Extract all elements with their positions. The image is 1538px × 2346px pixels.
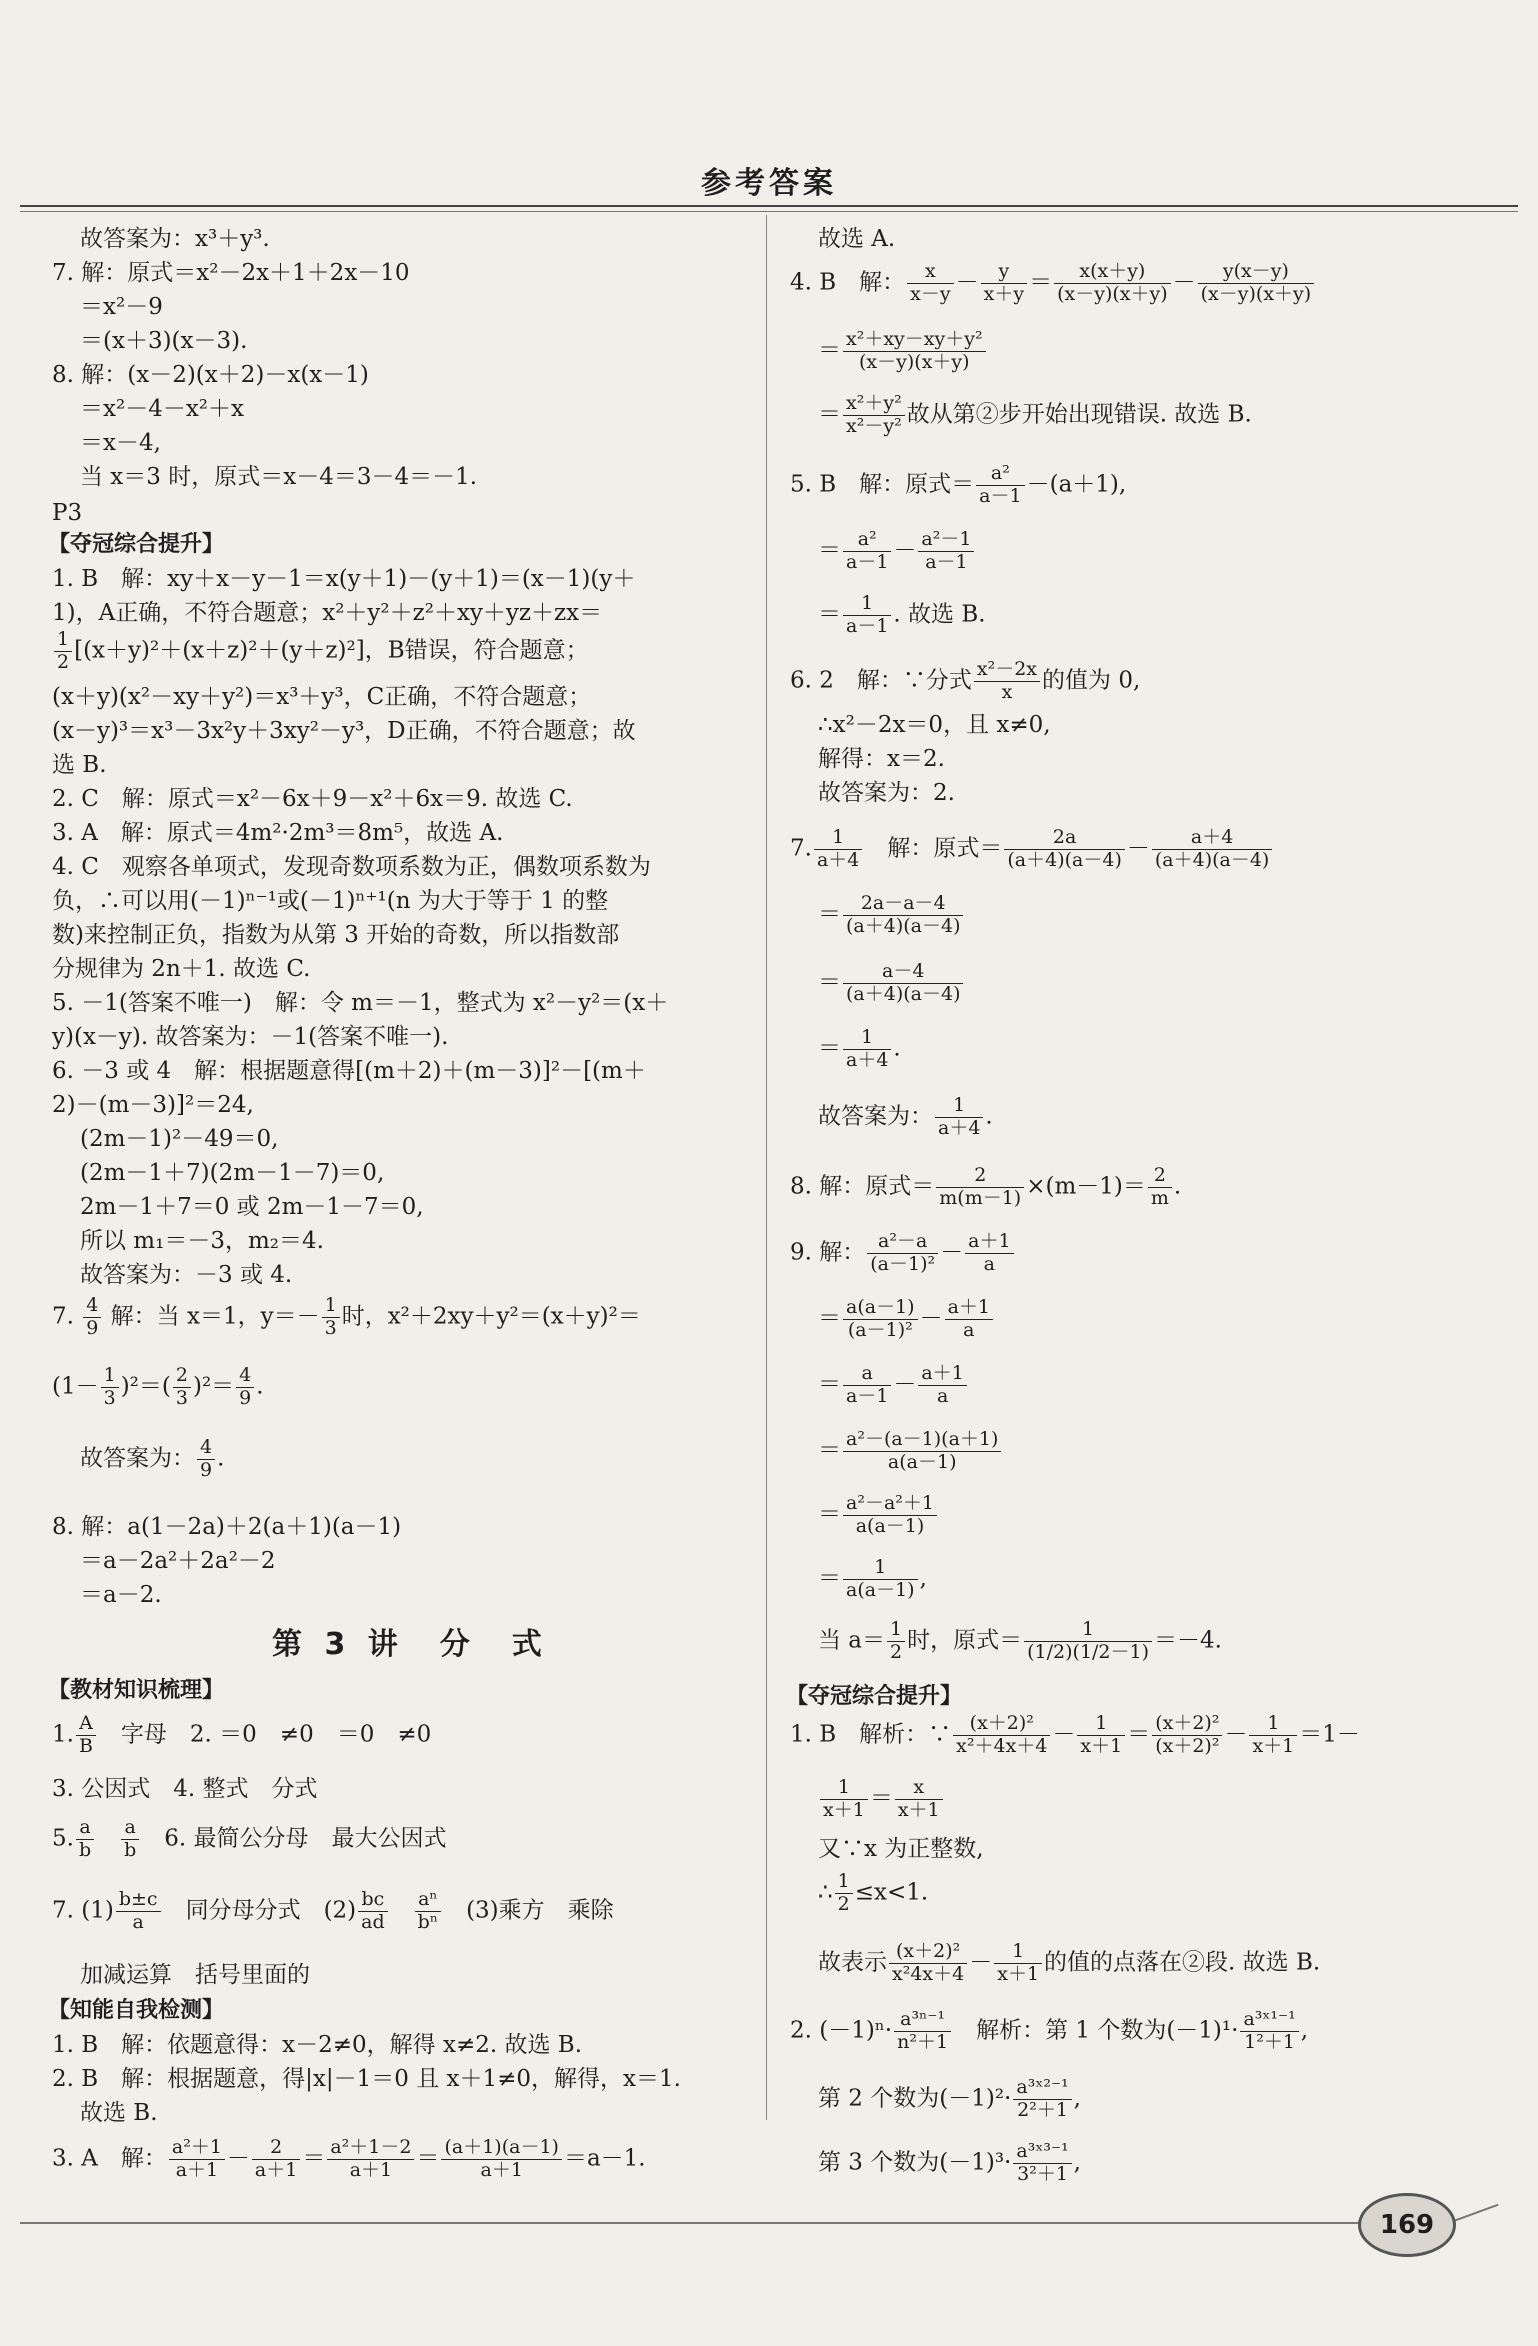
text-line: (x－y)³＝x³－3x²y＋3xy²－y³，D正确，不符合题意；故 (52, 718, 636, 744)
fraction: $\frac{\text{(x＋2)²}}{\text{(x＋2)²}}$ (1152, 1714, 1222, 1757)
text-line: 5. B 解：原式＝ $\frac{\text{a²}}{a-1}$ －(a＋1), (790, 462, 1127, 507)
text-line: 故答案为：x³＋y³. (80, 226, 270, 252)
fraction: $\frac{\text{a³ˣ³⁻¹}}{\text{3²＋1}}$ (1013, 2142, 1071, 2185)
text-line: 故答案为： $\frac{1}{a+4}$ . (818, 1094, 993, 1139)
fraction: $\frac{a+4}{(a+4)(a-4)}$ (1152, 828, 1272, 871)
fraction: $\frac{2a-a-4}{(a+4)(a-4)}$ (843, 894, 963, 937)
text-line: 9. 解： $\frac{\text{a²－a}}{\text{(a－1)²}}$ － $\frac{a+1}{a}$ (790, 1232, 1016, 1275)
fraction: $\frac{\text{(x＋2)²}}{\text{x²＋4x＋4}}$ (953, 1714, 1050, 1757)
fraction: $\frac{\text{a³ˣ¹⁻¹}}{\text{1²＋1}}$ (1240, 2010, 1298, 2053)
text-line: 4. B 解： $\frac{x}{x-y}$ － $\frac{y}{x+y}$ ＝ $\frac{x(x+y)}{(x-y)(x+y)}$ － $\frac{y(x-y)}{(x-y)(x+y)}$ (790, 262, 1316, 305)
text-line: 2m－1＋7＝0 或 2m－1－7＝0, (80, 1194, 424, 1220)
fraction: $\frac{1}{x+1}$ (1077, 1714, 1125, 1757)
text-line: 1. B 解析：∵ $\frac{\text{(x＋2)²}}{\text{x²＋4x＋4}}$ － $\frac{1}{x+1}$ ＝ $\frac{\text{(x＋2)²}}{\text{(x＋2)²}}$ － $\frac{1}{x+1}$ ＝1－ (790, 1712, 1360, 1757)
fraction: $\frac{1}{3}$ (322, 1296, 340, 1339)
text-line: 又∵x 为正整数, (818, 1836, 984, 1862)
fraction: $\frac{b\pm c}{a}$ (116, 1890, 161, 1933)
text-line: 数)来控制正负，指数为从第 3 开始的奇数，所以指数部 (52, 922, 620, 948)
fraction: $\frac{a}{b}$ (76, 1818, 94, 1861)
text-line: 当 a＝ $\frac{1}{2}$ 时，原式＝ $\frac{1}{(1/2)(1/2-1)}$ ＝－4. (818, 1618, 1222, 1663)
text-line: ＝ $\frac{\text{a²－(a－1)(a＋1)}}{a(a-1)}$ (818, 1430, 1003, 1473)
column-divider (766, 215, 767, 2120)
fraction: $\frac{\text{(x＋2)²}}{\text{x²4x＋4}}$ (889, 1942, 967, 1985)
text-line: 解得：x＝2. (818, 746, 945, 772)
text-line: 第 2 个数为(－1)²· $\frac{\text{a³ˣ²⁻¹}}{\text{2²＋1}}$ , (818, 2076, 1081, 2121)
fraction: $\frac{\text{a²－a²＋1}}{a(a-1)}$ (843, 1494, 937, 1537)
fraction: $\frac{a+1}{a}$ (945, 1298, 993, 1341)
fraction: $\frac{4}{9}$ (83, 1296, 101, 1339)
text-line: ＝ $\frac{2a-a-4}{(a+4)(a-4)}$ (818, 894, 965, 937)
text-line: 8. 解：(x－2)(x＋2)－x(x－1) (52, 362, 369, 388)
text-line: 2. C 解：原式＝x²－6x＋9－x²＋6x＝9. 故选 C. (52, 786, 573, 812)
text-line: 故答案为： $\frac{4}{9}$ . (80, 1436, 225, 1481)
fraction: $\frac{\text{a²－(a－1)(a＋1)}}{a(a-1)}$ (843, 1430, 1001, 1473)
fraction: $\frac{1}{2}$ (835, 1872, 853, 1915)
text-line: ＝x²－9 (80, 294, 163, 320)
fraction: $\frac{\text{a²＋1－2}}{a+1}$ (327, 2138, 414, 2181)
fraction: $\frac{(a+1)(a-1)}{a+1}$ (441, 2138, 561, 2181)
fraction: $\frac{a+1}{a}$ (965, 1232, 1013, 1275)
header-rule (20, 205, 1518, 207)
text-line: ＝ $\frac{a(a-1)}{\text{(a－1)²}}$ － $\frac{a+1}{a}$ (818, 1298, 995, 1341)
fraction: $\frac{A}{B}$ (76, 1714, 96, 1757)
fraction: $\frac{x(x+y)}{(x-y)(x+y)}$ (1054, 262, 1171, 305)
fraction: $\frac{\text{x²－2x}}{x}$ (974, 660, 1040, 703)
text-line: ＝a－2a²＋2a²－2 (80, 1548, 276, 1574)
text-line: 故表示 $\frac{\text{(x＋2)²}}{\text{x²4x＋4}}$ － $\frac{1}{x+1}$ 的值的点落在②段. 故选 B. (818, 1940, 1321, 1985)
text-line: 3. A 解：原式＝4m²·2m³＝8m⁵，故选 A. (52, 820, 504, 846)
text-line: ＝ $\frac{1}{a(a-1)}$ , (818, 1556, 927, 1601)
fraction: $\frac{\text{a²－1}}{a-1}$ (918, 530, 974, 573)
text-line: 分规律为 2n＋1. 故选 C. (52, 956, 311, 982)
text-line: 2. B 解：根据题意，得|x|－1＝0 且 x＋1≠0，解得，x＝1. (52, 2066, 681, 2092)
page-ref: P3 (52, 500, 83, 526)
text-line: 1. B 解：依题意得：x－2≠0，解得 x≠2. 故选 B. (52, 2032, 582, 2058)
text-line: (x＋y)(x²－xy＋y²)＝x³＋y³，C正确，不符合题意； (52, 684, 592, 710)
text-line: 1)，A正确，不符合题意；x²＋y²＋z²＋xy＋yz＋zx＝ (52, 600, 603, 626)
fraction: $\frac{4}{9}$ (197, 1438, 215, 1481)
section-label: 【夺冠综合提升】 (786, 1684, 963, 1709)
page-title: 参考答案 (701, 166, 837, 201)
fraction: $\frac{\text{a²}}{a-1}$ (843, 530, 891, 573)
fraction: $\frac{a(a-1)}{\text{(a－1)²}}$ (843, 1298, 918, 1341)
text-line: 3. A 解： $\frac{\text{a²＋1}}{a+1}$ － $\frac{2}{a+1}$ ＝ $\frac{\text{a²＋1－2}}{a+1}$ ＝ $\frac{(a+1)(a-1)}{a+1}$ ＝a－1. (52, 2136, 646, 2181)
text-line: ＝a－2. (80, 1582, 162, 1608)
text-line: ＝(x＋3)(x－3). (80, 328, 248, 354)
fraction: $\frac{1}{3}$ (101, 1366, 119, 1409)
fraction: $\frac{x}{x-y}$ (907, 262, 953, 305)
chapter-heading: 第 3 讲 分 式 (272, 1627, 548, 1662)
text-line: (2m－1＋7)(2m－1－7)＝0, (80, 1160, 385, 1186)
fraction: $\frac{\text{a²－a}}{\text{(a－1)²}}$ (867, 1232, 938, 1275)
text-line: ＝ $\frac{\text{x²＋xy－xy＋y²}}{(x-y)(x+y)}$ (818, 330, 988, 373)
text-line: (2m－1)²－49＝0, (80, 1126, 279, 1152)
text-line: 7. $\frac{1}{a+4}$ 解：原式＝ $\frac{2a}{(a+4)(a-4)}$ － $\frac{a+4}{(a+4)(a-4)}$ (790, 828, 1274, 871)
text-line: 故选 B. (80, 2100, 158, 2126)
fraction: $\frac{x}{x+1}$ (895, 1778, 943, 1821)
header-rule-thin (20, 211, 1518, 212)
text-line: 8. 解：a(1－2a)＋2(a＋1)(a－1) (52, 1514, 402, 1540)
fraction: $\frac{2}{a+1}$ (252, 2138, 300, 2181)
text-line: 3. 公因式 4. 整式 分式 (52, 1776, 318, 1802)
fraction: $\frac{2}{m(m-1)}$ (936, 1166, 1024, 1209)
text-line: $\frac{1}{2}$ [(x＋y)²＋(x＋z)²＋(y＋z)²]，B错误，符合题意； (52, 630, 589, 673)
fraction: $\frac{2a}{(a+4)(a-4)}$ (1004, 828, 1124, 871)
fraction: $\frac{1}{a(a-1)}$ (843, 1558, 918, 1601)
text-line: 第 3 个数为(－1)³· $\frac{\text{a³ˣ³⁻¹}}{\text{3²＋1}}$ , (818, 2140, 1081, 2185)
fraction: $\frac{\text{x²＋y²}}{\text{x²－y²}}$ (843, 394, 905, 437)
fraction: $\frac{a+1}{a}$ (918, 1364, 966, 1407)
fraction: $\frac{y}{x+y}$ (981, 262, 1027, 305)
fraction: $\frac{1}{a+4}$ (935, 1096, 983, 1139)
fraction: $\frac{y(x-y)}{(x-y)(x+y)}$ (1198, 262, 1315, 305)
text-line: 选 B. (52, 752, 107, 778)
text-line: 5. $\frac{a}{b}$ $\frac{a}{b}$ 6. 最简公分母 最大公因式 (52, 1816, 447, 1861)
section-label: 【知能自我检测】 (48, 1998, 225, 2023)
fraction: $\frac{1}{2}$ (887, 1620, 905, 1663)
fraction: $\frac{1}{x+1}$ (1249, 1714, 1297, 1757)
fraction: $\frac{a-4}{(a+4)(a-4)}$ (843, 962, 963, 1005)
fraction: $\frac{2}{3}$ (173, 1366, 191, 1409)
text-line: 当 x＝3 时，原式＝x－4＝3－4＝－1. (80, 464, 478, 490)
fraction: $\frac{2}{m}$ (1148, 1166, 1172, 1209)
text-line: ＝ $\frac{\text{a²－a²＋1}}{a(a-1)}$ (818, 1494, 939, 1537)
text-line: 7. $\frac{4}{9}$ 解：当 x＝1，y＝－ $\frac{1}{3}$ 时，x²＋2xy＋y²＝(x＋y)²＝ (52, 1294, 641, 1339)
text-line: 加减运算 括号里面的 (80, 1962, 310, 1988)
fraction: $\frac{1}{x+1}$ (994, 1942, 1042, 1985)
fraction: $\frac{\text{a³ˣ²⁻¹}}{\text{2²＋1}}$ (1013, 2078, 1071, 2121)
section-label: 【教材知识梳理】 (48, 1678, 225, 1703)
text-line: 2)－(m－3)]²＝24, (52, 1092, 254, 1118)
text-line: ＝ $\frac{\text{x²＋y²}}{\text{x²－y²}}$ 故从第②步开始出现错误. 故选 B. (818, 392, 1252, 437)
text-line: 2. (－1)ⁿ· $\frac{\text{a³ⁿ⁻¹}}{\text{n²＋1}}$ 解析：第 1 个数为(－1)¹· $\frac{\text{a³ˣ¹⁻¹}}{\text{1²＋1}}$ , (790, 2008, 1309, 2053)
section-label: 【夺冠综合提升】 (48, 532, 225, 557)
text-line: 所以 m₁＝－3，m₂＝4. (80, 1228, 324, 1254)
text-line: ＝ $\frac{1}{a-1}$ . 故选 B. (818, 592, 986, 637)
fraction: $\frac{a}{a-1}$ (843, 1364, 891, 1407)
text-line: 故答案为：2. (818, 780, 955, 806)
fraction: $\frac{\text{a²＋1}}{a+1}$ (169, 2138, 225, 2181)
text-line: 6. 2 解：∵分式 $\frac{\text{x²－2x}}{x}$ 的值为 0, (790, 658, 1141, 703)
text-line: ∴x²－2x＝0，且 x≠0, (818, 712, 1051, 738)
text-line: ＝x－4, (80, 430, 161, 456)
fraction: $\frac{\text{x²＋xy－xy＋y²}}{(x-y)(x+y)}$ (843, 330, 986, 373)
text-line: $\frac{1}{x+1}$ ＝ $\frac{x}{x+1}$ (818, 1778, 945, 1821)
page-number: 169 (1358, 2193, 1456, 2257)
text-line: 8. 解：原式＝ $\frac{2}{m(m-1)}$ ×(m－1)＝ $\frac{2}{m}$ . (790, 1164, 1182, 1209)
text-line: (1－ $\frac{1}{3}$ )²＝( $\frac{2}{3}$ )²＝ $\frac{4}{9}$ . (52, 1364, 264, 1409)
text-line: 5. －1(答案不唯一) 解：令 m＝－1，整式为 x²－y²＝(x＋ (52, 990, 669, 1016)
text-line: 故选 A. (818, 226, 896, 252)
fraction: $\frac{1}{(1/2)(1/2-1)}$ (1024, 1620, 1152, 1663)
fraction: $\frac{a}{b}$ (121, 1818, 139, 1861)
text-line: 1. B 解：xy＋x－y－1＝x(y＋1)－(y＋1)＝(x－1)(y＋ (52, 566, 636, 592)
fraction: $\frac{\text{aⁿ}}{\text{bⁿ}}$ (415, 1890, 441, 1933)
fraction: $\frac{1}{a+4}$ (814, 828, 862, 871)
fraction: $\frac{\text{a²}}{a-1}$ (976, 464, 1024, 507)
text-line: 负，∴可以用(－1)ⁿ⁻¹或(－1)ⁿ⁺¹(n 为大于等于 1 的整 (52, 888, 609, 914)
fraction: $\frac{1}{2}$ (54, 630, 72, 673)
fraction: $\frac{1}{a+4}$ (843, 1028, 891, 1071)
footer-rule (20, 2222, 1360, 2224)
text-line: 故答案为：－3 或 4. (80, 1262, 293, 1288)
text-line: y)(x－y). 故答案为：－1(答案不唯一). (52, 1024, 449, 1050)
fraction: $\frac{bc}{ad}$ (358, 1890, 388, 1933)
text-line: ＝ $\frac{a-4}{(a+4)(a-4)}$ (818, 962, 965, 1005)
text-line: 6. －3 或 4 解：根据题意得[(m＋2)＋(m－3)]²－[(m＋ (52, 1058, 646, 1084)
text-line: ＝ $\frac{a}{a-1}$ － $\frac{a+1}{a}$ (818, 1364, 969, 1407)
fraction: $\frac{1}{x+1}$ (820, 1778, 868, 1821)
text-line: ∴ $\frac{1}{2}$ ≤x<1. (818, 1870, 929, 1915)
text-line: 4. C 观察各单项式，发现奇数项系数为正，偶数项系数为 (52, 854, 651, 880)
text-line: ＝x²－4－x²＋x (80, 396, 244, 422)
text-line: ＝ $\frac{\text{a²}}{a-1}$ － $\frac{\text{a²－1}}{a-1}$ (818, 530, 976, 573)
fraction: $\frac{\text{a³ⁿ⁻¹}}{\text{n²＋1}}$ (894, 2010, 951, 2053)
text-line: 7. (1) $\frac{b\pm c}{a}$ 同分母分式 (2) $\frac{bc}{ad}$ $\frac{\text{aⁿ}}{\text{bⁿ}}$ (3)乘方 乘除 (52, 1888, 614, 1933)
text-line: 1. $\frac{A}{B}$ 字母 2. ＝0 ≠0 ＝0 ≠0 (52, 1712, 432, 1757)
fraction: $\frac{1}{a-1}$ (843, 594, 891, 637)
text-line: ＝ $\frac{1}{a+4}$ . (818, 1026, 901, 1071)
fraction: $\frac{4}{9}$ (236, 1366, 254, 1409)
text-line: 7. 解：原式＝x²－2x＋1＋2x－10 (52, 260, 410, 286)
